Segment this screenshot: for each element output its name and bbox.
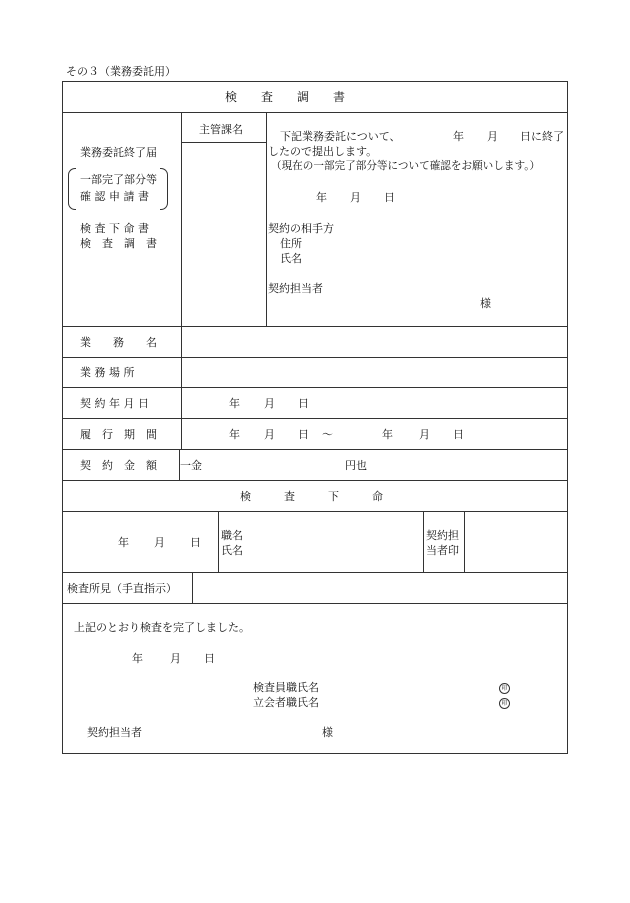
completion-statement: 上記のとおり検査を完了しました。 xyxy=(74,621,250,634)
divider-order xyxy=(62,572,568,573)
divider-col-left xyxy=(181,112,182,326)
request-line2: したので提出します。 xyxy=(268,145,378,158)
period-tilde: ～ xyxy=(322,428,333,441)
request-date-day: 日 xyxy=(384,191,395,204)
contract-date-year: 年 xyxy=(229,397,240,410)
seal-label-line1: 契約担 xyxy=(426,529,459,542)
request-line1: 下記業務委託について、 xyxy=(280,130,401,143)
request-date-year: 年 xyxy=(316,191,327,204)
divider-request xyxy=(62,326,568,327)
amount-suffix: 円也 xyxy=(345,459,367,472)
divider-findings xyxy=(62,603,568,604)
divider-col-label xyxy=(181,326,182,449)
request-line1-year: 年 xyxy=(453,130,464,143)
amount-prefix: 一金 xyxy=(180,459,202,472)
order-date-year: 年 xyxy=(118,536,129,549)
period-end-day: 日 xyxy=(453,428,464,441)
contractor-name-label: 氏名 xyxy=(280,252,302,265)
business-name-label: 業 務 名 xyxy=(80,336,157,349)
witness-seal-icon: 印 xyxy=(499,698,510,709)
officer-label: 契約担当者 xyxy=(268,282,323,295)
inspector-label: 検査員職氏名 xyxy=(253,681,319,694)
completion-date-month: 月 xyxy=(170,652,181,665)
completion-officer-label: 契約担当者 xyxy=(87,726,142,739)
inspection-report-label: 検 査 調 書 xyxy=(80,237,157,250)
contract-date-label: 契 約 年 月 日 xyxy=(80,397,149,410)
order-title: 検 査 下 命 xyxy=(240,490,383,503)
period-start-year: 年 xyxy=(229,428,240,441)
divider-row5 xyxy=(62,480,568,481)
period-start-month: 月 xyxy=(264,428,275,441)
divider-row4 xyxy=(62,449,568,450)
divider-col-order-name xyxy=(423,511,424,572)
period-label: 履 行 期 間 xyxy=(80,428,157,441)
witness-label: 立会者職氏名 xyxy=(253,696,319,709)
partial-completion-line2: 確 認 申 請 書 xyxy=(80,190,149,203)
order-date-month: 月 xyxy=(154,536,165,549)
officer-sama: 様 xyxy=(480,297,491,310)
divider-row3 xyxy=(62,418,568,419)
order-name-label: 氏名 xyxy=(221,544,243,557)
divider-row1 xyxy=(62,357,568,358)
divider-row2 xyxy=(62,387,568,388)
contractor-address-label: 住所 xyxy=(280,237,302,250)
bracket-left xyxy=(68,168,76,210)
request-line1-month: 月 xyxy=(487,130,498,143)
order-position-label: 職名 xyxy=(221,529,243,542)
period-start-day: 日 xyxy=(298,428,309,441)
completion-date-day: 日 xyxy=(204,652,215,665)
dept-label: 主管課名 xyxy=(199,123,243,136)
business-place-label: 業 務 場 所 xyxy=(80,366,135,379)
request-line3: （現在の一部完了部分等について確認をお願いします。） xyxy=(271,160,541,172)
contractor-label: 契約の相手方 xyxy=(268,222,334,235)
completion-date-year: 年 xyxy=(132,652,143,665)
divider-col-findings xyxy=(192,572,193,603)
seal-label-line2: 当者印 xyxy=(426,544,459,557)
request-line1-day: 日に終了 xyxy=(520,130,564,143)
contract-date-day: 日 xyxy=(298,397,309,410)
order-date-day: 日 xyxy=(190,536,201,549)
bracket-right xyxy=(160,168,168,210)
form-number: その３（業務委託用） xyxy=(66,65,176,78)
contract-date-month: 月 xyxy=(264,397,275,410)
notice-label: 業務委託終了届 xyxy=(80,146,157,159)
divider-col-order-date xyxy=(218,511,219,572)
amount-label: 契 約 金 額 xyxy=(80,459,157,472)
divider-order-title xyxy=(62,511,568,512)
divider-header xyxy=(62,112,568,113)
divider-col-dept xyxy=(266,112,267,326)
findings-label: 検査所見（手直指示） xyxy=(67,582,177,595)
period-end-year: 年 xyxy=(382,428,393,441)
request-date-month: 月 xyxy=(350,191,361,204)
partial-completion-line1: 一部完了部分等 xyxy=(80,173,157,186)
header-title: 検 査 調 書 xyxy=(225,90,346,104)
period-end-month: 月 xyxy=(419,428,430,441)
divider-dept xyxy=(181,142,266,143)
inspector-seal-icon: 印 xyxy=(499,683,510,694)
inspection-order-label: 検 査 下 命 書 xyxy=(80,222,149,235)
divider-col-seal xyxy=(464,511,465,572)
completion-officer-sama: 様 xyxy=(322,726,333,739)
